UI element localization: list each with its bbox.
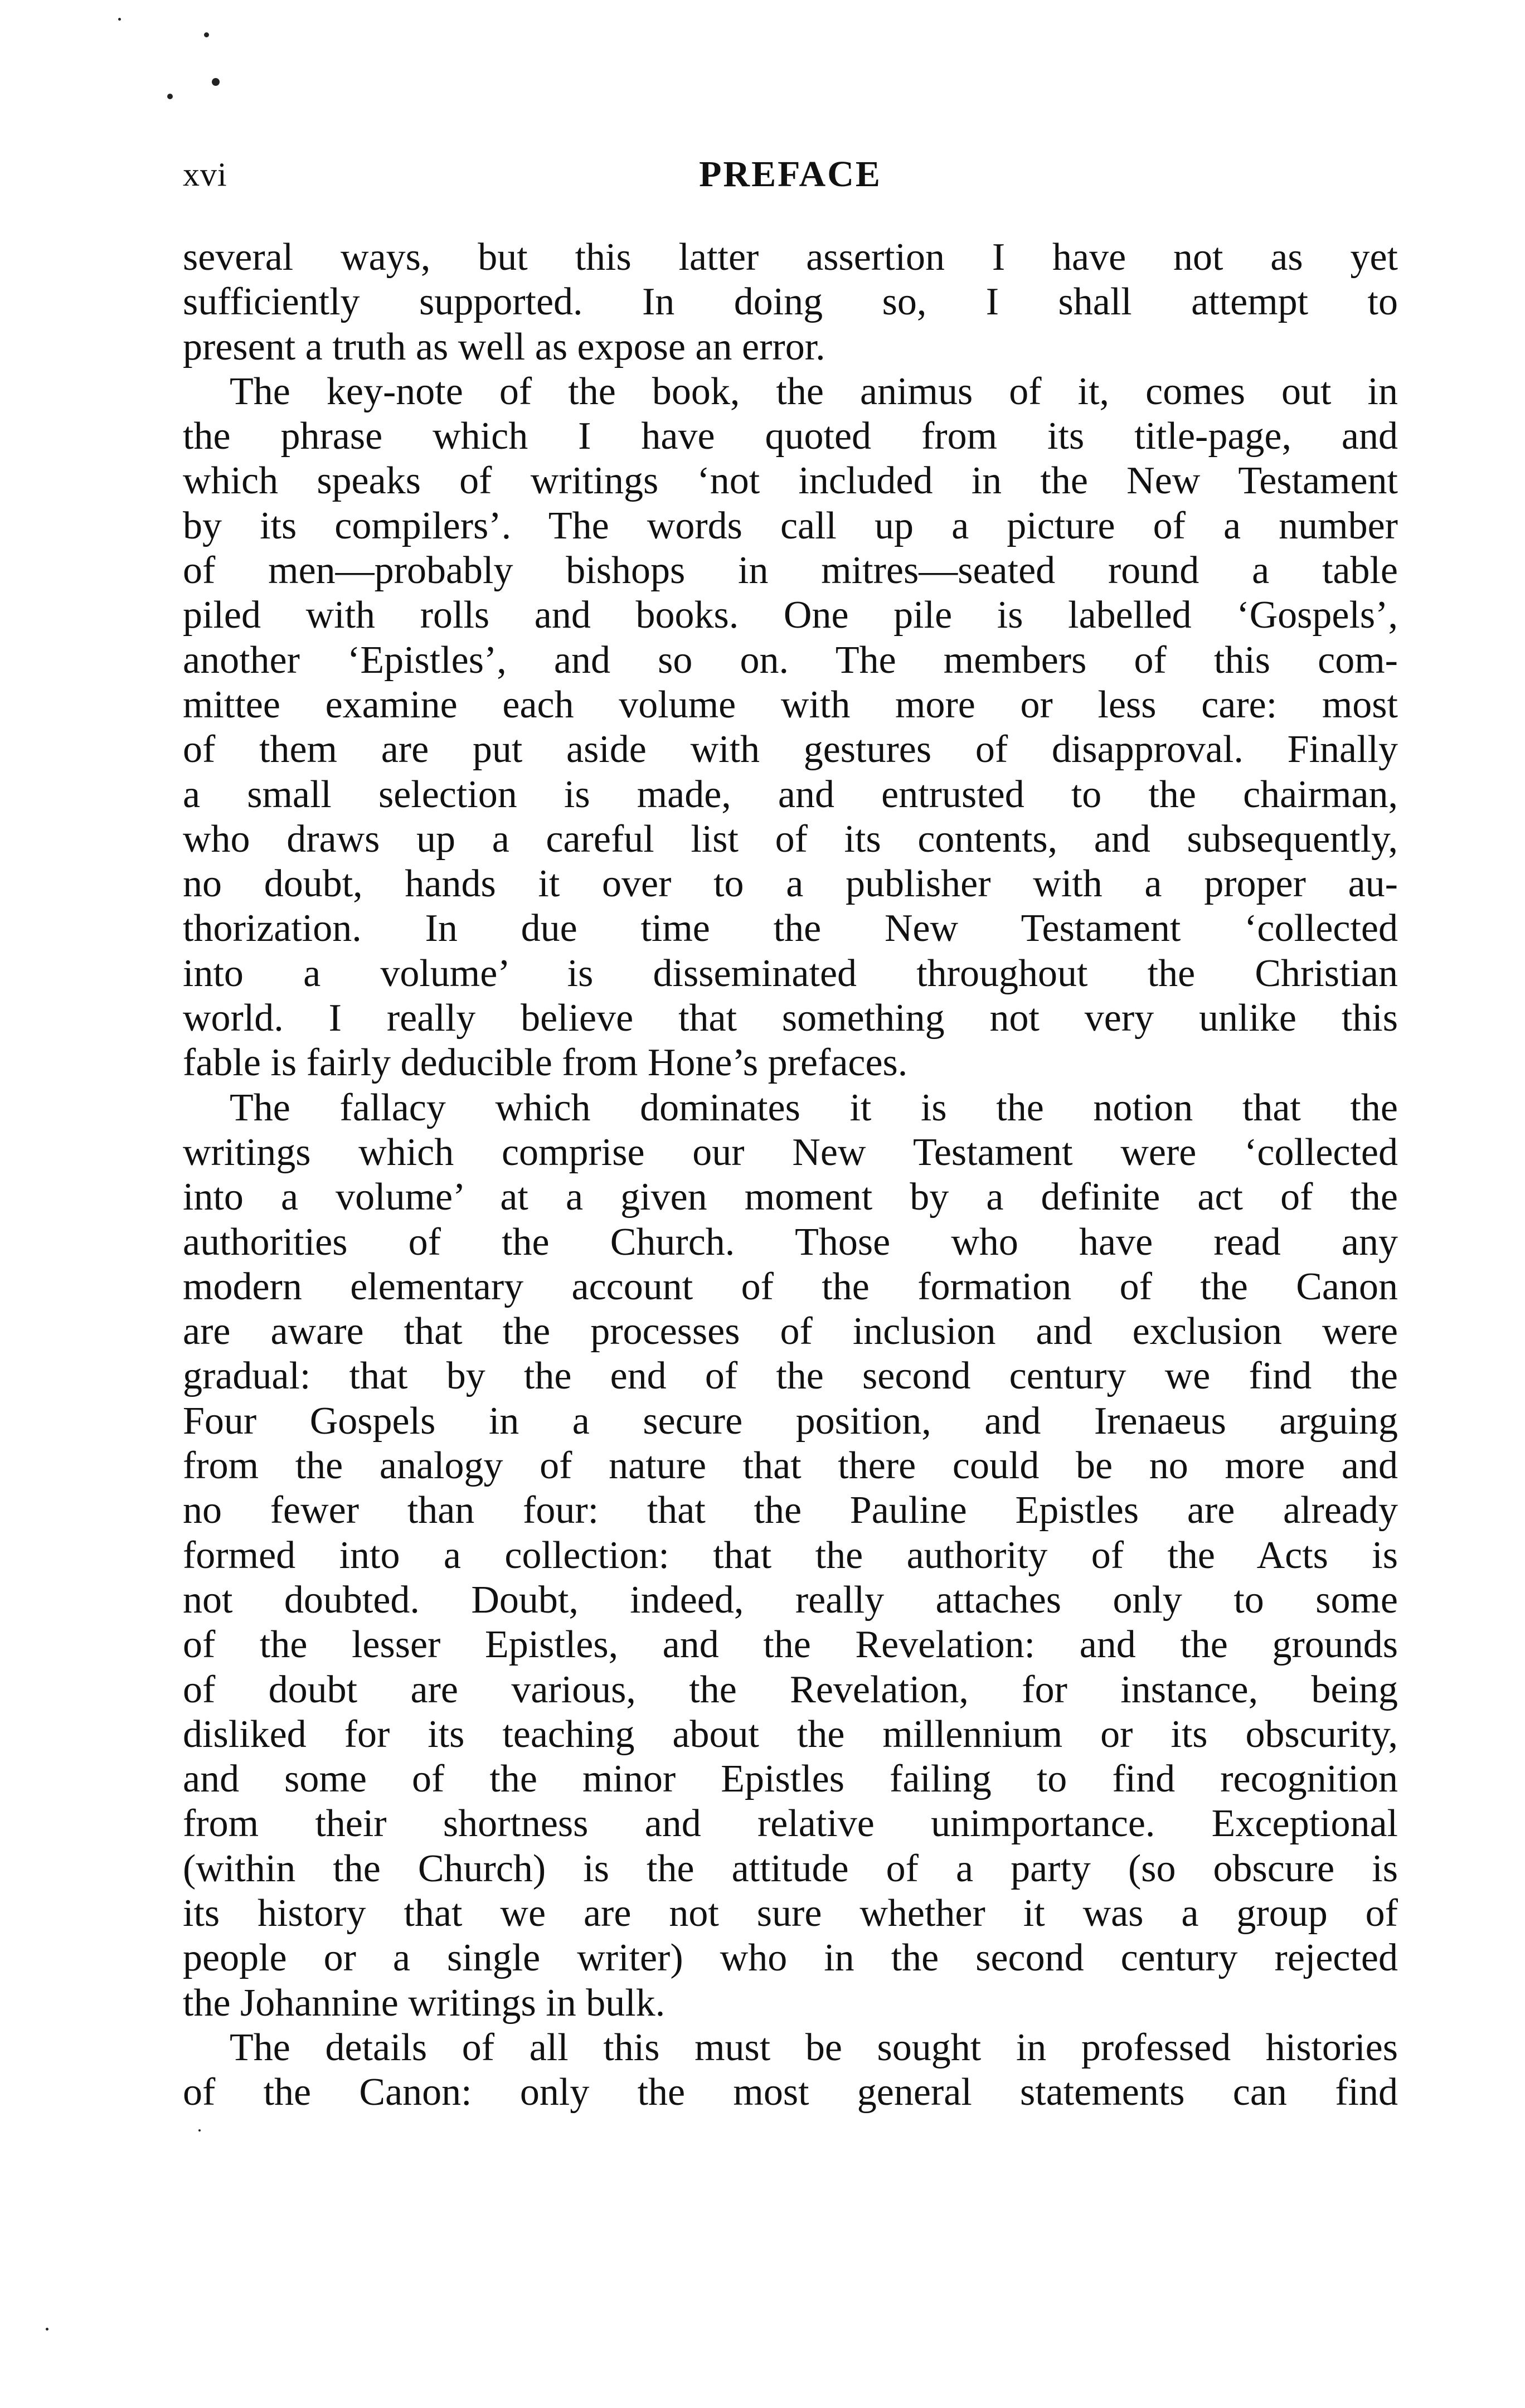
scan-speck	[204, 32, 209, 37]
text-line: fable is fairly deducible from Hone’s prefaces.	[183, 1041, 908, 1085]
text-line: of doubt are various, the Revelation, for instance, being	[183, 1668, 1398, 1711]
text-line: by its compilers’. The words call up a picture of a number	[183, 504, 1398, 547]
text-line: of the lesser Epistles, and the Revelation: and the grounds	[183, 1623, 1398, 1667]
text-line: piled with rolls and books. One pile is labelled ‘Gospels’,	[183, 594, 1398, 637]
text-line: of them are put aside with gestures of disapproval. Finally	[183, 728, 1398, 771]
text-line: into a volume’ at a given moment by a definite act of the	[183, 1176, 1398, 1219]
text-line: The fallacy which dominates it is the notion that the	[230, 1086, 1398, 1129]
text-line: the Johannine writings in bulk.	[183, 1981, 666, 2025]
text-line: writings which comprise our New Testament were ‘collected	[183, 1130, 1398, 1174]
text-line: another ‘Epistles’, and so on. The members of this com-	[183, 638, 1398, 682]
text-line: from the analogy of nature that there could be no more and	[183, 1444, 1398, 1488]
text-line: no doubt, hands it over to a publisher with a proper au-	[183, 862, 1398, 906]
page-number: xvi	[183, 156, 227, 193]
scan-speck	[118, 18, 121, 21]
text-line: thorization. In due time the New Testament ‘collected	[183, 907, 1398, 950]
text-line: and some of the minor Epistles failing to find recognition	[183, 1758, 1398, 1801]
scan-speck	[167, 94, 173, 99]
text-line: no fewer than four: that the Pauline Epistles are already	[183, 1489, 1398, 1532]
paragraph	[183, 235, 1398, 370]
text-line: disliked for its teaching about the millennium or its obscurity,	[183, 1712, 1398, 1756]
text-line: The details of all this must be sought in professed histories	[230, 2026, 1398, 2069]
text-line: a small selection is made, and entrusted to the chairman,	[183, 773, 1398, 816]
text-line: sufficiently supported. In doing so, I shall attempt to	[183, 280, 1398, 324]
text-line: several ways, but this latter assertion I have not as yet	[183, 236, 1398, 279]
text-line: into a volume’ is disseminated throughout the Christian	[183, 951, 1398, 995]
text-line: of men—probably bishops in mitres—seated round a table	[183, 549, 1398, 593]
text-line: Four Gospels in a secure position, and Irenaeus arguing	[183, 1399, 1398, 1443]
paragraph	[183, 1086, 1398, 2026]
text-line: of the Canon: only the most general statements can find	[183, 2071, 1398, 2114]
text-line: the phrase which I have quoted from its title-page, and	[183, 415, 1398, 458]
text-line: from their shortness and relative unimportance. Exceptional	[183, 1802, 1398, 1846]
text-line: formed into a collection: that the authority of the Acts is	[183, 1533, 1398, 1577]
text-line: modern elementary account of the formation of the Canon	[183, 1265, 1398, 1308]
scan-speck	[212, 78, 220, 86]
text-line: gradual: that by the end of the second century we find the	[183, 1355, 1398, 1398]
text-line: are aware that the processes of inclusion and exclusion were	[183, 1310, 1398, 1353]
page-header	[183, 149, 1398, 200]
text-line: (within the Church) is the attitude of a party (so obscure is	[183, 1847, 1398, 1890]
text-line: present a truth as well as expose an error.	[183, 325, 825, 368]
running-title: PREFACE	[699, 154, 882, 195]
scan-speck	[198, 2129, 201, 2132]
text-line: who draws up a careful list of its contents, and subsequently,	[183, 817, 1398, 861]
text-line: its history that we are not sure whether it was a group of	[183, 1891, 1398, 1935]
text-line: The key-note of the book, the animus of it, comes out in	[230, 370, 1398, 413]
paragraph	[183, 370, 1398, 1086]
text-line: which speaks of writings ‘not included in the New Testament	[183, 459, 1398, 503]
text-line: authorities of the Church. Those who have read any	[183, 1220, 1398, 1264]
scan-speck	[46, 2328, 48, 2331]
text-line: world. I really believe that something not very unlike this	[183, 997, 1398, 1040]
text-line: mittee examine each volume with more or less care: most	[183, 683, 1398, 726]
body-text	[183, 235, 1398, 2115]
text-line: not doubted. Doubt, indeed, really attaches only to some	[183, 1578, 1398, 1621]
paragraph	[183, 2026, 1398, 2115]
text-line: people or a single writer) who in the second century rejected	[183, 1936, 1398, 1980]
